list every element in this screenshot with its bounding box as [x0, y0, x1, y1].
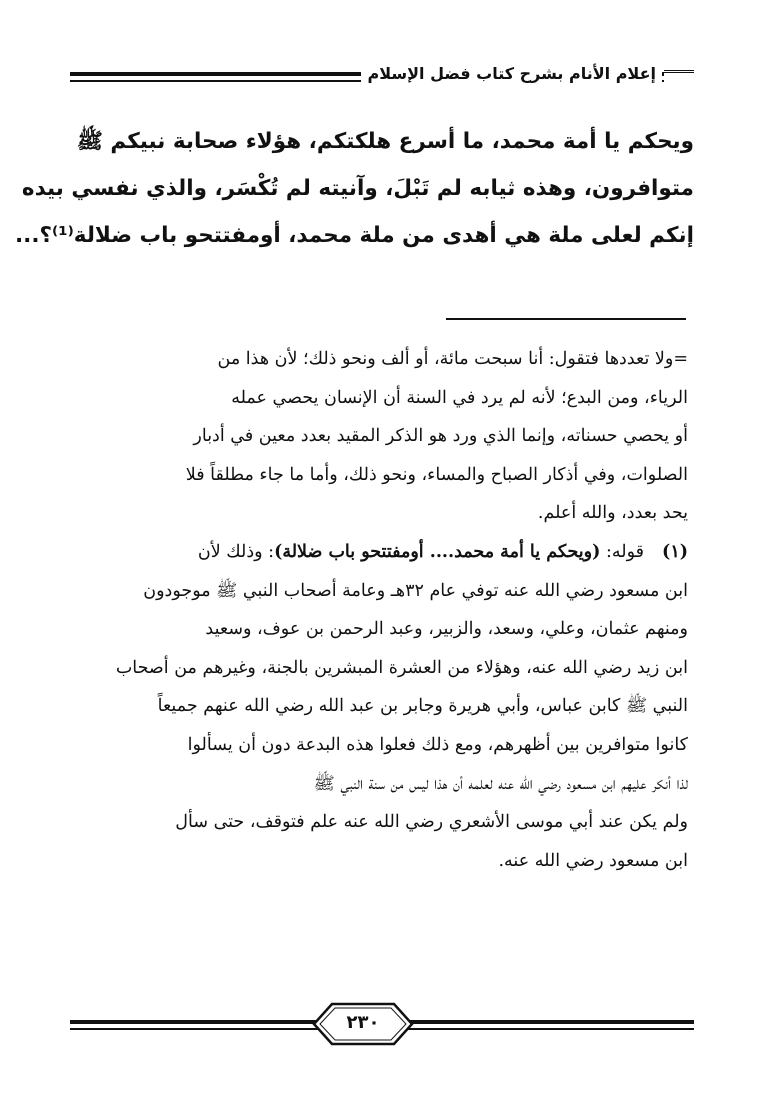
main-text-line: ويحكم يا أمة محمد، ما أسرع هلكتكم، هؤلاء صحابة نبيكم ﷺ [76, 129, 694, 154]
book-title: إعلام الأنام بشرح كتاب فضل الإسلام [361, 62, 662, 86]
main-text-line: متوافرون، وهذه ثيابه لم تَبْلَ، وآنيته لم تُكْسَر، والذي نفسي بيده [21, 176, 694, 201]
main-text-line: إنكم لعلى ملة هي أهدى من ملة محمد، أومفتتحو باب ضلالة⁽¹⁾؟... [15, 223, 694, 248]
footnote-1-line: كانوا متوافرين بين أظهرهم، ومع ذلك فعلوا هذه البدعة دون أن يسألوا [187, 734, 688, 755]
running-header [70, 58, 694, 94]
footnote-1-line: النبي ﷺ كابن عباس، وأبي هريرة وجابر بن عبد الله رضي الله عنهم جميعاً [157, 696, 688, 717]
footnote-separator [446, 318, 686, 320]
header-ornament [664, 70, 694, 85]
footnote-1-line: ابن مسعود رضي الله عنه. [498, 850, 688, 871]
footnote-continuation-line: =ولا تعددها فتقول: أنا سبحت مائة، أو ألف ونحو ذلك؛ لأن هذا من [217, 349, 688, 369]
page-footer [70, 1000, 694, 1050]
footnote-1-line: لذا أنكر عليهم ابن مسعود رضي الله عنه لعلمه أن هذا ليس من سنة النبي ﷺ [313, 773, 688, 794]
main-text [15, 118, 694, 259]
page-number: ٢٣٠ [346, 1012, 380, 1033]
footnote-1-line: ابن مسعود رضي الله عنه توفي عام ٣٢هـ وعامة أصحاب النبي ﷺ موجودون [143, 580, 688, 601]
footnote-continuation-line: أو يحصي حسناته، وإنما الذي ورد هو الذكر المقيد بعدد معين في أدبار [193, 426, 688, 447]
footnote-number: (١) [662, 541, 688, 562]
footnotes [74, 340, 688, 880]
footnote-quoted-phrase: (ويحكم يا أمة محمد.... أومفتتحو باب ضلالة) [274, 541, 601, 562]
footnote-continuation-line: يحد بعدد، والله أعلم. [537, 503, 688, 524]
footnote-1-line: ومنهم عثمان، وعلي، وسعد، والزبير، وعبد الرحمن بن عوف، وسعيد [205, 619, 688, 640]
footnote-continuation-line: الرياء، ومن البدع؛ لأنه لم يرد في السنة أن الإنسان يحصي عمله [231, 387, 688, 408]
footnote-1-first-line [74, 533, 688, 572]
footnote-lead-rest: : وذلك لأن [197, 541, 275, 562]
footnote-1-line: ولم يكن عند أبي موسى الأشعري رضي الله عنه علم فتوقف، حتى سأل [175, 812, 688, 833]
footnote-lead: قوله: [600, 541, 644, 562]
footnote-1-line: ابن زيد رضي الله عنه، وهؤلاء من العشرة المبشرين بالجنة، وغيرهم من أصحاب [115, 657, 688, 678]
page-number-badge [308, 1000, 418, 1048]
footnote-continuation-line: الصلوات، وفي أذكار الصباح والمساء، ونحو ذلك، وأما ما جاء مطلقاً فلا [185, 464, 688, 485]
